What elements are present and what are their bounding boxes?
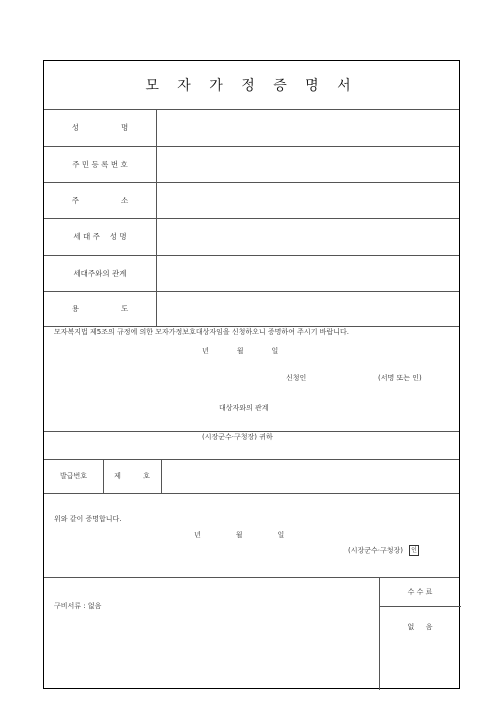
householder-name-field[interactable] [157,219,460,254]
applicant-label: 신청인 [286,374,307,382]
label-householder-relation: 세대주와의 관계 [73,268,127,278]
issue-number-field[interactable] [103,459,161,493]
issue-number-value[interactable] [162,460,460,492]
issue-number-prefix: 제 [114,472,121,480]
certification-date: 년 월 일 [194,531,285,539]
certificate-form [43,60,460,689]
label-address: 주 소 [71,195,129,205]
address-field[interactable] [157,183,460,217]
label-purpose: 용 도 [71,304,129,313]
required-documents: 구비서류 : 없음 [54,602,102,610]
seal-mark: 인 [409,545,419,556]
label-householder-name: 세 대 주 성 명 [73,232,127,241]
relation-label: 대상자와의 관계 [219,404,269,412]
signature-label: (서명 또는 인) [378,374,422,382]
issue-number-label: 발급번호 [59,472,88,480]
resident-number-field[interactable] [157,147,460,181]
label-name: 성 명 [71,123,129,132]
form-title: 모 자 가 정 증 명 서 [145,78,358,94]
fee-value: 없 음 [407,623,433,631]
label-resident-number: 주 민 등 록 번 호 [72,159,128,169]
addressee: (시장군수·구청장) 귀하 [202,433,273,441]
householder-relation-field[interactable] [157,256,460,290]
request-statement: 모자복지법 제5조의 규정에 의한 모자가정보호대상자임을 신청하오니 증명하여 주시기 바랍니다. [54,328,349,336]
issuer-name: (시장군수·구청장) [348,546,404,555]
issuer-line [348,545,419,556]
fee-label: 수 수 료 [407,587,433,596]
request-date: 년 월 일 [202,347,279,355]
certification-text: 위와 같이 증명합니다. [54,515,122,523]
purpose-field[interactable] [157,292,460,325]
divider [44,493,459,494]
issue-number-suffix: 호 [143,472,150,480]
name-field[interactable] [157,110,460,145]
